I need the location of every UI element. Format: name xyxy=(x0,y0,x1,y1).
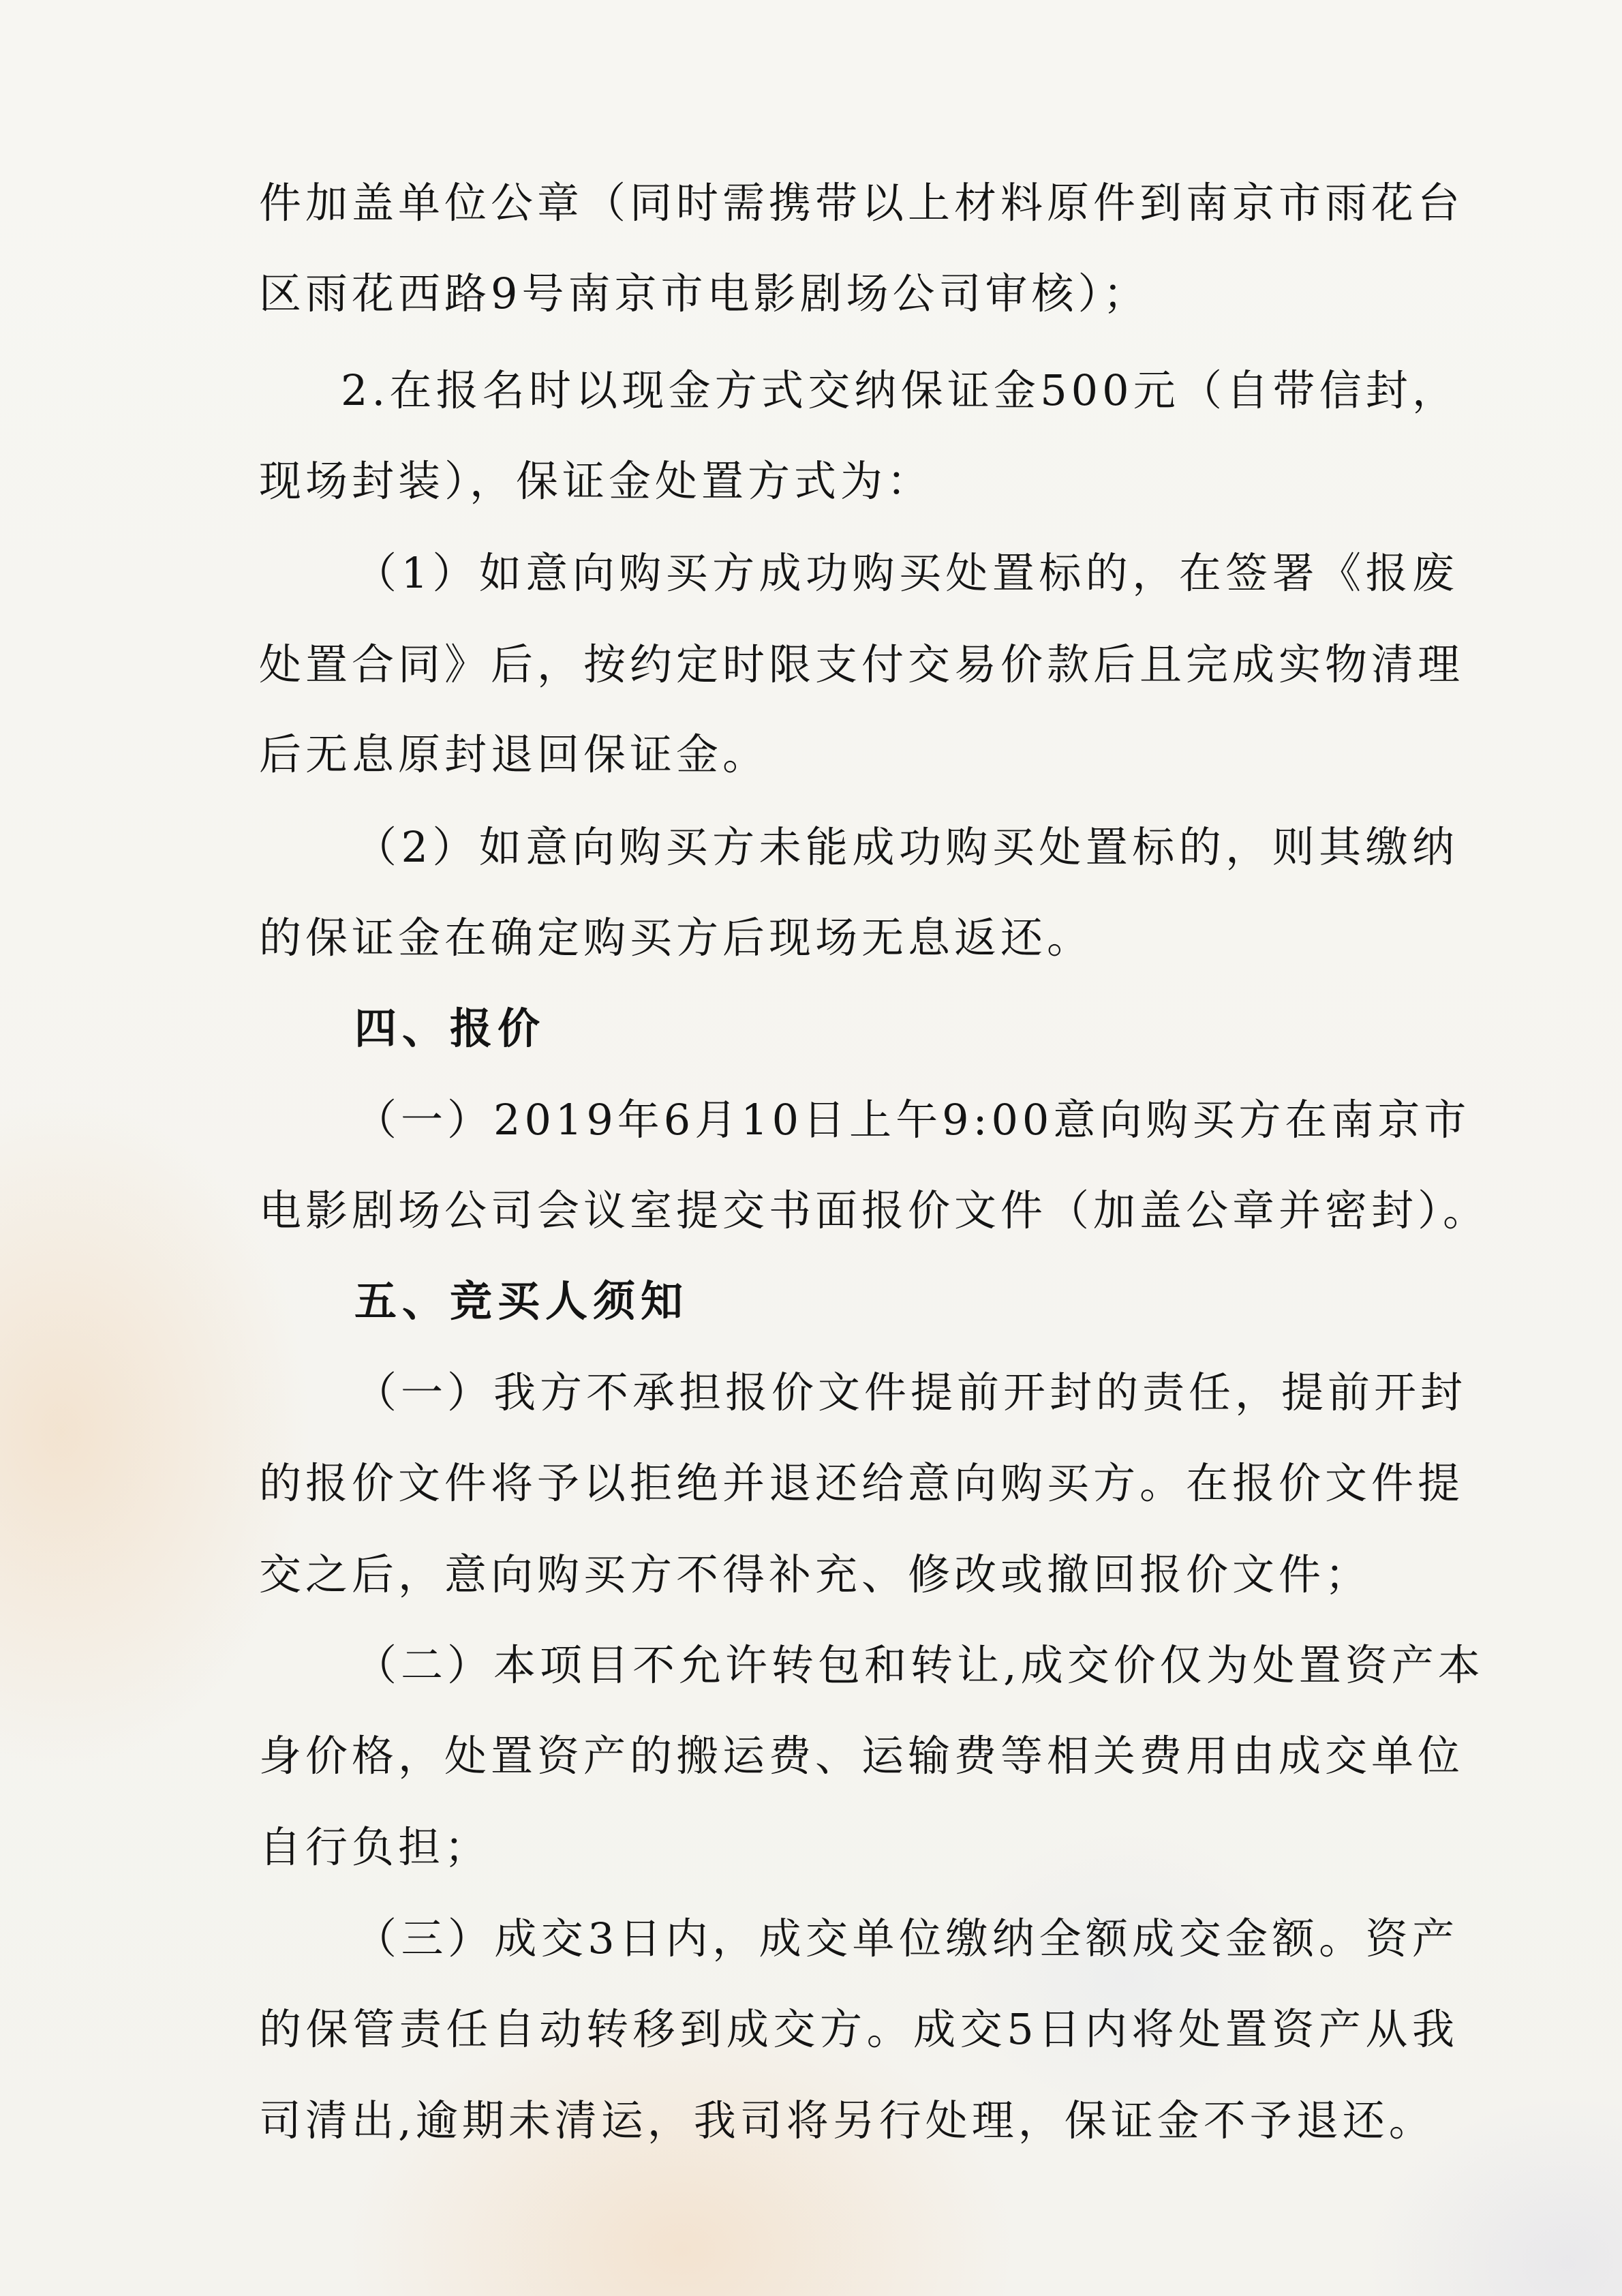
body-line: 现场封装），保证金处置方式为： xyxy=(259,456,934,506)
body-line: 的保管责任自动转移到成交方。成交5日内将处置资产从我 xyxy=(259,2004,1458,2054)
body-line: （一）2019年6月10日上午9:00意向购买方在南京市 xyxy=(354,1095,1471,1145)
body-line: （2）如意向购买方未能成功购买处置标的，则其缴纳 xyxy=(354,822,1458,872)
body-line: 的报价文件将予以拒绝并退还给意向购买方。在报价文件提 xyxy=(259,1458,1465,1508)
body-line: 2.在报名时以现金方式交纳保证金500元（自带信封， xyxy=(341,365,1458,415)
section-heading: 四、报价 xyxy=(354,1003,546,1053)
body-line: 件加盖单位公章（同时需携带以上材料原件到南京市雨花台 xyxy=(259,178,1465,228)
body-line: （二）本项目不允许转包和转让,成交价仅为处置资产本 xyxy=(354,1640,1484,1690)
body-line: （1）如意向购买方成功购买处置标的，在签署《报废 xyxy=(354,548,1458,598)
body-line: 后无息原封退回保证金。 xyxy=(259,729,769,779)
body-line: 自行负担； xyxy=(259,1822,491,1872)
body-line: （一）我方不承担报价文件提前开封的责任，提前开封 xyxy=(354,1368,1467,1417)
body-line: 电影剧场公司会议室提交书面报价文件（加盖公章并密封）。 xyxy=(259,1185,1490,1235)
body-line: 交之后，意向购买方不得补充、修改或撤回报价文件； xyxy=(259,1550,1372,1599)
body-line: （三）成交3日内，成交单位缴纳全额成交金额。资产 xyxy=(354,1914,1458,1963)
body-line: 身价格，处置资产的搬运费、运输费等相关费用由成交单位 xyxy=(259,1731,1465,1781)
body-line: 处置合同》后，按约定时限支付交易价款后且完成实物清理 xyxy=(259,639,1465,689)
body-line: 区雨花西路9号南京市电影剧场公司审核）； xyxy=(259,269,1150,318)
body-line: 司清出,逾期未清运，我司将另行处理，保证金不予退还。 xyxy=(259,2096,1435,2145)
section-heading: 五、竞买人须知 xyxy=(354,1276,689,1326)
body-line: 的保证金在确定购买方后现场无息返还。 xyxy=(259,913,1094,963)
